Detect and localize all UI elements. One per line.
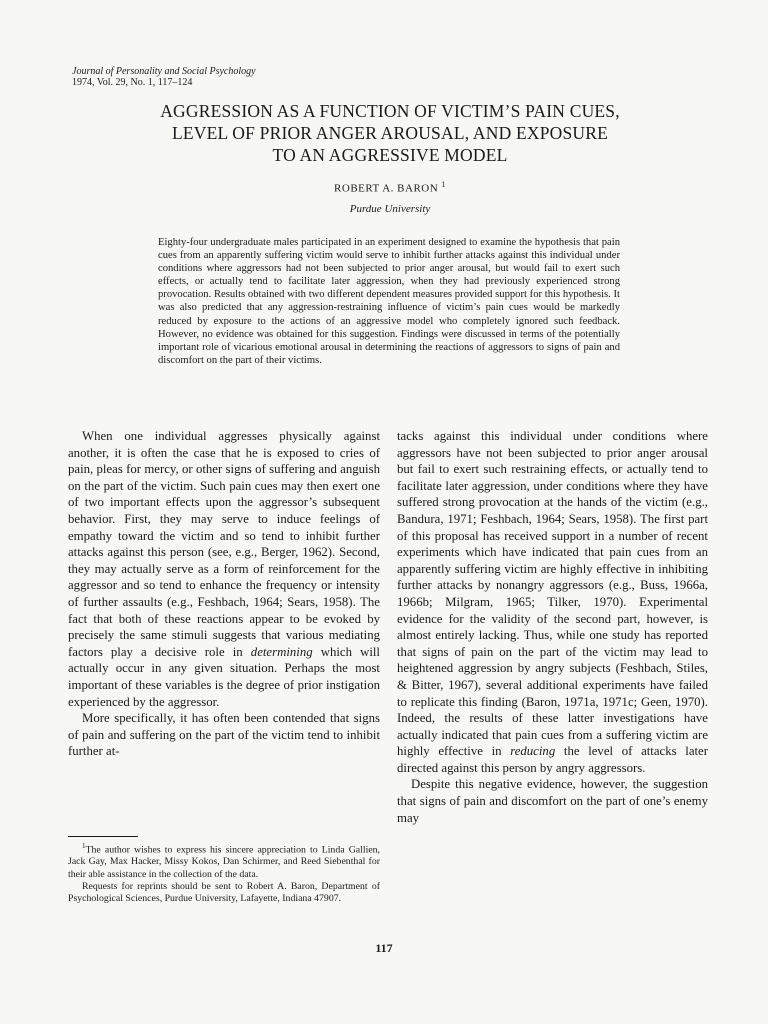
body-text: When one individual aggresses physically against another, it is often the case that he is exposed to cries of pain, pleas for mercy, or other signs of suffering and anguish on the part of the victim. Such pain cues may then exert one of two important effects upon the aggressor’s subsequent behavior. First, they may serve to induce feelings of empathy toward the victim and so tend to inhibit further attacks against this person (see, e.g., Berger, 1962). Second, they may actually serve as a form of reinforcement for the aggressor and so tend to enhance the frequency or intensity of further assaults (e.g., Feshbach, 1964; Sears, 1958). The fact that both of these reactions appear to be evoked by precisely the same stimuli suggests that various mediating factors play a decisive role in xyxy=(68,429,380,659)
body-paragraph: Despite this negative evidence, however, the suggestion that signs of pain and discomfort on the part of one’s enemy may xyxy=(397,777,708,825)
body-text: tacks against this individual under conditions where aggressors have not been subjected to prior anger arousal but fail to exert such restraining effects, or actually tend to facilitate later aggression, under conditions where they have suffered strong provocation at the hands of the victim (e.g., Bandura, 1971; Feshbach, 1964; Sears, 1958). The first part of this proposal has received support in a number of recent experiments which have indicated that pain cues from an apparently suffering victim are highly effective in inhibiting further attacks by nonangry aggressors (e.g., Buss, 1966a, 1966b; Milgram, 1965; Tilker, 1970). Experimental evidence for the validity of the second part, however, is almost entirely lacking. Thus, while one study has reported that signs of pain on the part of the victim may lead to heightened aggression by angry subjects (Feshbach, Stiles, & Bitter, 1967), several additional experiments have failed to replicate this finding (Baron, 1971a, 1971c; Geen, 1970). Indeed, the results of these latter investigations have actually indicated that pain cues from a suffering victim are highly effective in xyxy=(397,429,708,759)
abstract xyxy=(158,236,620,367)
body-paragraph xyxy=(68,428,380,710)
author-footnote-mark: 1 xyxy=(441,180,446,189)
title-line-2: LEVEL OF PRIOR ANGER AROUSAL, AND EXPOSURE xyxy=(171,123,609,143)
title-line-1: AGGRESSION AS A FUNCTION OF VICTIM’S PAIN CUES, xyxy=(160,101,620,121)
article-title xyxy=(90,100,690,166)
emphasis-text: determining xyxy=(250,644,313,659)
author-name: ROBERT A. BARON xyxy=(334,182,439,195)
journal-volume: 1974, Vol. 29, No. 1, 117–124 xyxy=(72,77,193,88)
journal-name: Journal of Personality and Social Psychology xyxy=(72,66,256,77)
body-text: which will actually occur in any given situation. Perhaps the most important of these variables is the degree of prior instigation experienced by the aggressor. xyxy=(68,644,380,709)
footnote-mark: 1 xyxy=(82,842,86,850)
abstract-text: Eighty-four undergraduate males participated in an experiment designed to examine the hypothesis that pain cues from an apparently suffering victim would serve to inhibit further attacks against this individual under conditions where aggressors had not been subjected to prior anger arousal, but would fail to exert such effects, or actually tend to facilitate later aggression, when they had previously experienced strong provocation. Results obtained with two different dependent measures provided support for this hypothesis. It was also predicted that any aggression-restraining influence of victim’s pain cues would be markedly reduced by exposure to the actions of an aggressive model who completely ignored such feedback. However, no evidence was obtained for this suggestion. Findings were discussed in terms of the potentially important role of vicarious emotional arousal in determining the reactions of aggressors to signs of pain and discomfort on the part of their victims. xyxy=(158,237,620,366)
emphasis-text: reducing xyxy=(510,744,556,759)
title-line-3: TO AN AGGRESSIVE MODEL xyxy=(272,145,508,165)
right-column xyxy=(397,428,708,826)
author-byline xyxy=(240,180,540,195)
footnote-divider xyxy=(68,836,138,837)
journal-citation xyxy=(72,66,256,88)
left-column xyxy=(68,428,380,760)
body-paragraph xyxy=(397,428,708,776)
author-affiliation: Purdue University xyxy=(349,203,431,215)
body-paragraph: More specifically, it has often been contended that signs of pain and suffering on the part of the victim tend to inhibit further at- xyxy=(68,711,380,759)
footnotes xyxy=(68,840,380,905)
page-number: 117 xyxy=(375,941,393,955)
body-text: the level of attacks later directed against this person by angry aggressors. xyxy=(397,744,709,775)
footnote-2: Requests for reprints should be sent to Robert A. Baron, Department of Psychological Sciences, Purdue University, Lafayette, Indiana 47907. xyxy=(68,880,380,905)
footnote-text: The author wishes to express his sincere appreciation to Linda Gallien, Jack Gay, Max Hacker, Missy Kokos, Dan Schirmer, and Reed Siebenthal for their able assistance in the collection of the data. xyxy=(68,844,380,880)
footnote-1 xyxy=(68,840,380,881)
